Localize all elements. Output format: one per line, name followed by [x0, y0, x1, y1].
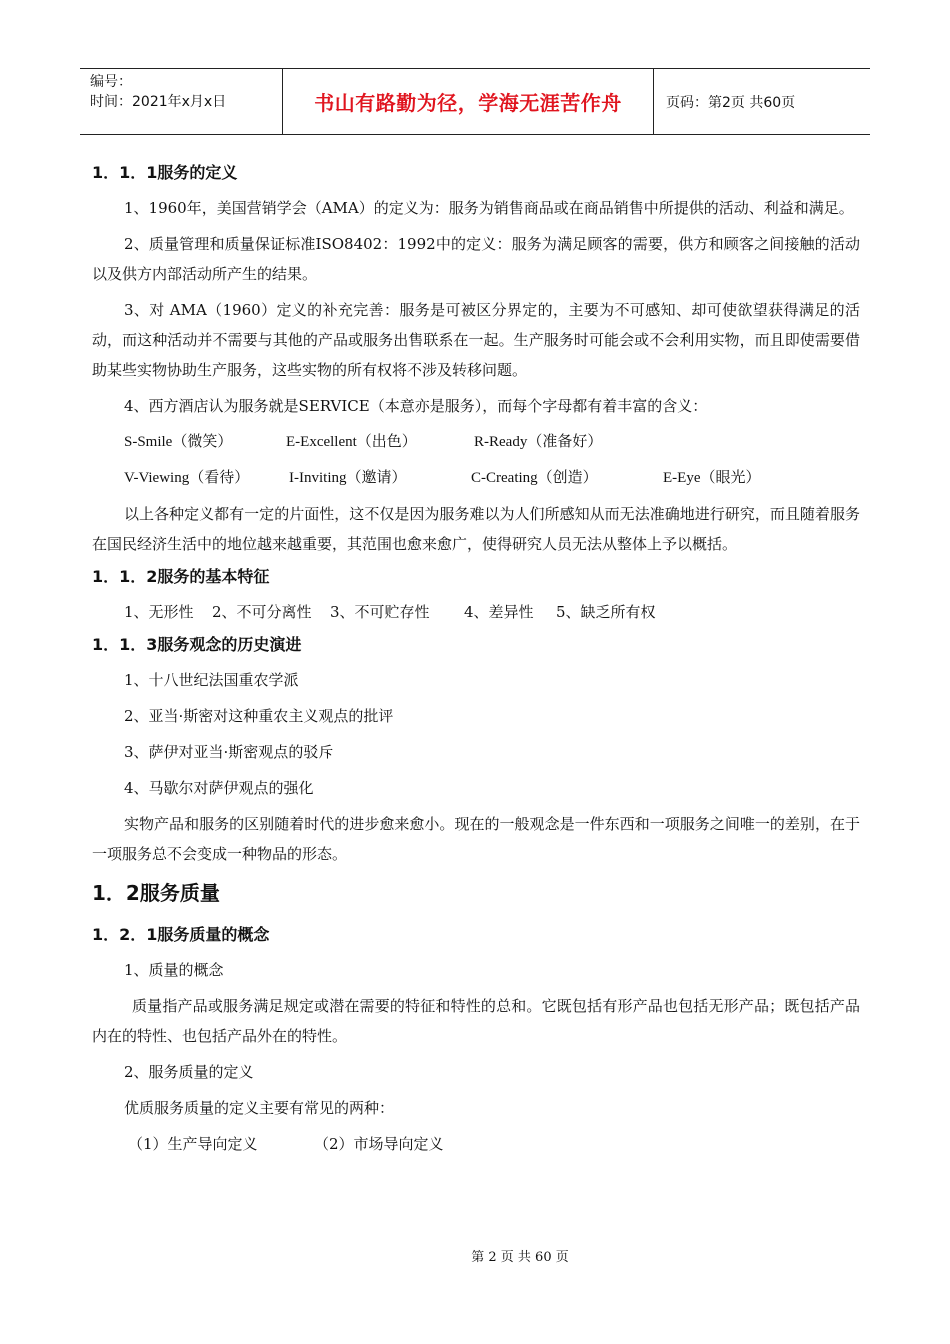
letter-meaning: R-Ready（准备好） — [474, 434, 603, 450]
list-item: 3、萨伊对亚当·斯密观点的驳斥 — [124, 743, 334, 761]
letter-meaning: I-Inviting（邀请） — [289, 470, 407, 486]
service-letters-row-1 — [92, 427, 860, 457]
paragraph: 以上各种定义都有一定的片面性，这不仅是因为服务难以为人们所感知从而无法准确地进行研究，而且随着服务在国民经济生活中的地位越来越重要，其范围也愈来愈广，使得研究人员无法从整体上予以概括。 — [92, 505, 860, 553]
quality-definition-types — [92, 1129, 860, 1159]
header-time-label: 时间：2021年x月x日 — [90, 94, 227, 110]
letter-meaning: E-Excellent（出色） — [286, 434, 417, 450]
header-page-info: 页码：第2页 共60页 — [666, 94, 796, 111]
list-item: 1、质量的概念 — [124, 961, 224, 979]
list-item: 4、马歇尔对萨伊观点的强化 — [124, 779, 314, 797]
trait-item: 3、不可贮存性 — [330, 603, 430, 621]
list-item: 1、十八世纪法国重农学派 — [124, 671, 299, 689]
section-heading-1-1-1: 1．1．1服务的定义 — [92, 163, 238, 182]
header-meta — [80, 69, 282, 134]
trait-item: 5、缺乏所有权 — [556, 603, 656, 621]
service-traits-row — [92, 597, 860, 627]
definition-type: （1）生产导向定义 — [128, 1135, 258, 1153]
paragraph: 实物产品和服务的区别随着时代的进步愈来愈小。现在的一般观念是一件东西和一项服务之间唯一的差别，在于一项服务总不会变成一种物品的形态。 — [92, 815, 860, 863]
letter-meaning: V-Viewing（看待） — [124, 470, 250, 486]
header-motto: 书山有路勤为径，学海无涯苦作舟 — [282, 69, 654, 134]
paragraph: 1、1960年，美国营销学会（AMA）的定义为：服务为销售商品或在商品销售中所提供的活动、利益和满足。 — [124, 199, 854, 217]
definition-type: （2）市场导向定义 — [314, 1135, 444, 1153]
section-heading-1-2-1: 1．2．1服务质量的概念 — [92, 925, 270, 944]
section-heading-1-1-2: 1．1．2服务的基本特征 — [92, 567, 270, 586]
paragraph: 3、对 AMA（1960）定义的补充完善：服务是可被区分界定的，主要为不可感知、却可使欲望获得满足的活动，而这种活动并不需要与其他的产品或服务出售联系在一起。生产服务时可能会或不会利用实物，而且即使需要借助某些实物协助生产服务，这些实物的所有权将不涉及转移问题。 — [92, 301, 860, 379]
trait-item: 2、不可分离性 — [212, 603, 312, 621]
letter-meaning: C-Creating（创造） — [471, 470, 598, 486]
page-footer: 第 2 页 共 60 页 — [471, 1250, 569, 1265]
trait-item: 1、无形性 — [124, 603, 194, 621]
document-header — [80, 68, 870, 135]
section-heading-1-1-3: 1．1．3服务观念的历史演进 — [92, 635, 302, 654]
list-item: 2、亚当·斯密对这种重农主义观点的批评 — [124, 707, 394, 725]
paragraph: 质量指产品或服务满足规定或潜在需要的特征和特性的总和。它既包括有形产品也包括无形产品；既包括产品内在的特性、也包括产品外在的特性。 — [92, 997, 860, 1045]
list-item: 2、服务质量的定义 — [124, 1063, 254, 1081]
letter-meaning: S-Smile（微笑） — [124, 434, 233, 450]
header-number-label: 编号： — [90, 74, 132, 90]
paragraph: 2、质量管理和质量保证标准ISO8402：1992中的定义：服务为满足顾客的需要，供方和顾客之间接触的活动以及供方内部活动所产生的结果。 — [92, 235, 860, 283]
paragraph: 4、西方酒店认为服务就是SERVICE（本意亦是服务），而每个字母都有着丰富的含义： — [124, 397, 708, 415]
section-heading-1-2: 1．2服务质量 — [92, 881, 220, 905]
letter-meaning: E-Eye（眼光） — [663, 470, 761, 486]
service-letters-row-2 — [92, 463, 860, 493]
trait-item: 4、差异性 — [464, 603, 534, 621]
paragraph: 优质服务质量的定义主要有常见的两种： — [124, 1099, 395, 1117]
document-body — [92, 155, 860, 1165]
